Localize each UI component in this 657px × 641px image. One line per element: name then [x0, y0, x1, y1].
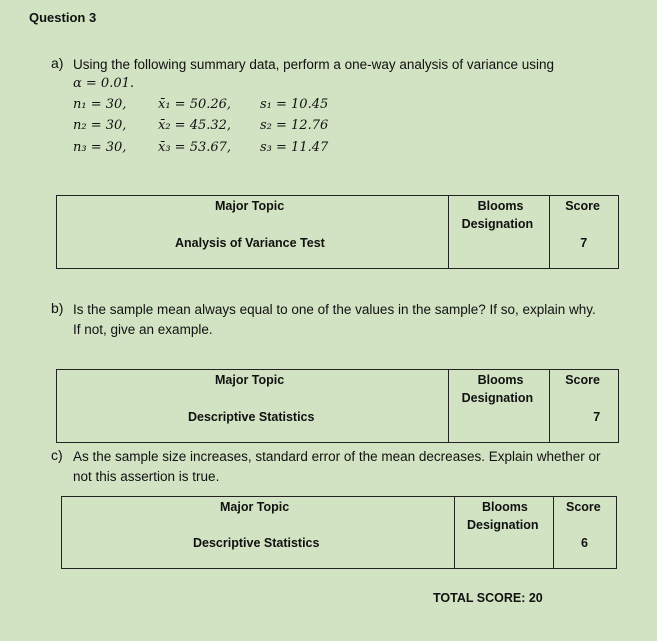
score-cell — [554, 497, 617, 569]
score-value: 7 — [580, 236, 588, 250]
n2-value: n₂ = 30, — [73, 118, 127, 133]
part-a-label: a) — [51, 55, 64, 71]
xbar1-value: x̄₁ = 50.26, — [158, 97, 232, 112]
score-value: 6 — [581, 536, 588, 550]
blooms-header: Blooms — [482, 500, 528, 514]
blooms-header: Blooms — [477, 373, 524, 387]
designation-header: Designation — [461, 391, 534, 405]
part-b-text-line1: Is the sample mean always equal to one of the values in the sample? If so, explain why. — [73, 302, 596, 317]
blooms-header: Blooms — [477, 199, 524, 213]
score-cell — [550, 196, 619, 269]
part-b-label: b) — [51, 300, 64, 316]
score-value: 7 — [593, 410, 601, 424]
xbar3-value: x̄₃ = 53.67, — [158, 140, 232, 155]
part-b-text-line2: If not, give an example. — [73, 322, 213, 337]
total-score: TOTAL SCORE: 20 — [433, 591, 543, 605]
s2-value: s₂ = 12.76 — [260, 118, 329, 133]
major-topic-cell — [57, 196, 449, 269]
major-topic-cell — [62, 497, 455, 569]
major-topic-header: Major Topic — [215, 373, 285, 387]
designation-header: Designation — [467, 518, 539, 532]
major-topic-cell — [57, 370, 449, 443]
blooms-cell — [448, 196, 550, 269]
designation-header: Designation — [461, 217, 534, 231]
score-header: Score — [565, 199, 600, 213]
s3-value: s₃ = 11.47 — [260, 140, 329, 155]
score-header: Score — [565, 373, 600, 387]
part-a-text: Using the following summary data, perform a one-way analysis of variance using — [73, 57, 554, 72]
major-topic-value: Analysis of Variance Test — [175, 236, 325, 250]
part-c-topic-table — [61, 496, 617, 569]
blooms-cell — [455, 497, 554, 569]
xbar2-value: x̄₂ = 45.32, — [158, 118, 232, 133]
alpha-value: α = 0.01. — [73, 76, 135, 91]
part-a-topic-table — [56, 195, 619, 269]
blooms-cell — [448, 370, 550, 443]
major-topic-value: Descriptive Statistics — [188, 410, 315, 424]
part-c-label: c) — [51, 447, 63, 463]
score-cell — [550, 370, 619, 443]
s1-value: s₁ = 10.45 — [260, 97, 329, 112]
major-topic-header: Major Topic — [215, 199, 285, 213]
question-title: Question 3 — [29, 10, 97, 25]
part-c-text-line1: As the sample size increases, standard error of the mean decreases. Explain whether or — [73, 449, 601, 464]
n1-value: n₁ = 30, — [73, 97, 127, 112]
n3-value: n₃ = 30, — [73, 140, 127, 155]
major-topic-value: Descriptive Statistics — [193, 536, 320, 550]
part-b-topic-table — [56, 369, 619, 443]
score-header: Score — [566, 500, 601, 514]
major-topic-header: Major Topic — [220, 500, 290, 514]
part-c-text-line2: not this assertion is true. — [73, 469, 220, 484]
